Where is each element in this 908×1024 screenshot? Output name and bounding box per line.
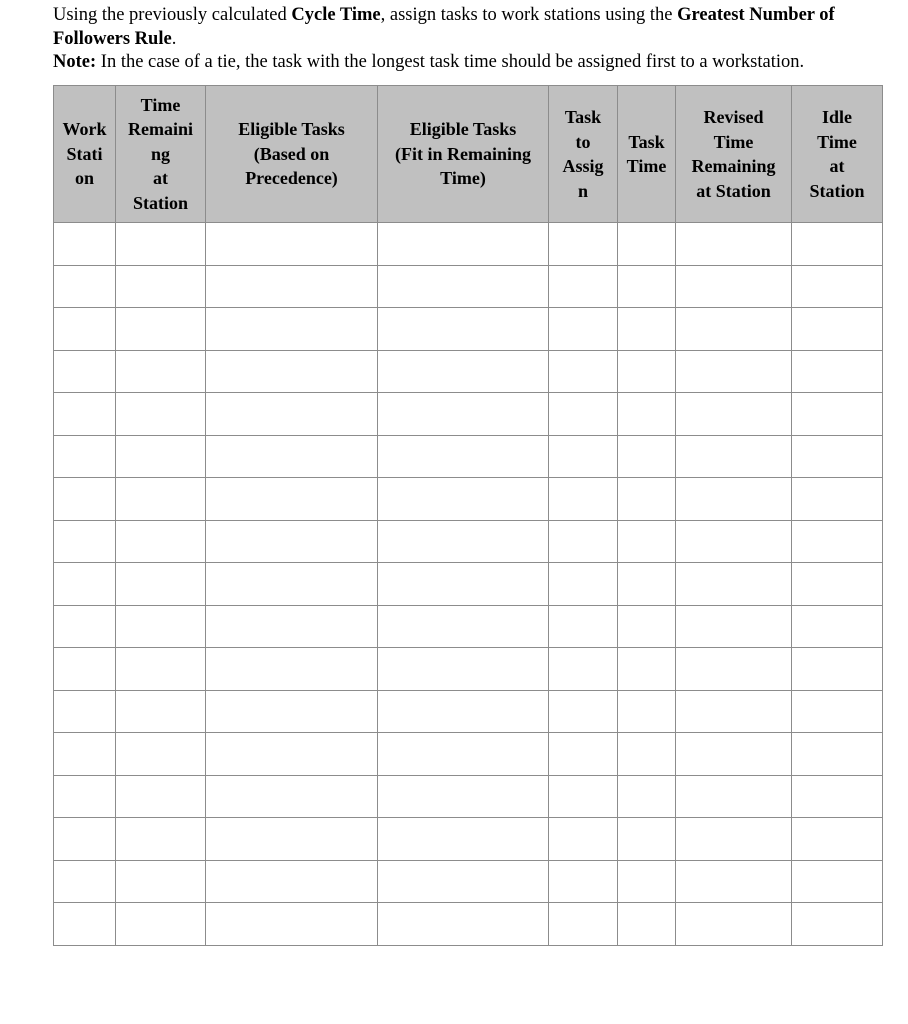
table-cell[interactable] [792, 903, 883, 946]
header-task-to-assign [549, 86, 618, 223]
table-cell[interactable] [54, 520, 116, 563]
table-cell[interactable] [116, 265, 206, 308]
table-cell[interactable] [618, 563, 676, 606]
assignment-table [53, 85, 883, 946]
table-cell[interactable] [618, 690, 676, 733]
table-cell[interactable] [116, 308, 206, 351]
table-cell[interactable] [792, 563, 883, 606]
table-row [54, 605, 883, 648]
note-text: In the case of a tie, the task with the longest task time should be assigned first to a workstation. [96, 52, 805, 72]
table-cell[interactable] [378, 435, 549, 478]
table-cell[interactable] [116, 775, 206, 818]
header-revised-time [676, 86, 792, 223]
table-cell[interactable] [378, 478, 549, 521]
followers-rule-term: Greatest Number of Followers Rule [53, 5, 835, 49]
table-body [54, 223, 883, 946]
table-cell[interactable] [792, 860, 883, 903]
table-cell[interactable] [54, 308, 116, 351]
table-row [54, 903, 883, 946]
table-cell[interactable] [618, 520, 676, 563]
table-cell[interactable] [618, 903, 676, 946]
table-cell[interactable] [206, 478, 378, 521]
header-line: Time [817, 131, 857, 152]
table-cell[interactable] [618, 818, 676, 861]
table-cell[interactable] [116, 648, 206, 691]
table-cell[interactable] [206, 605, 378, 648]
table-cell[interactable] [676, 308, 792, 351]
header-line: Task [564, 107, 602, 127]
header-line: at [153, 168, 168, 189]
table-cell[interactable] [116, 605, 206, 648]
header-line: (Based on [253, 143, 330, 164]
table-cell[interactable] [54, 265, 116, 308]
header-line: Time [140, 94, 181, 115]
header-line: Idle [821, 107, 852, 127]
table-row [54, 775, 883, 818]
table-cell[interactable] [54, 733, 116, 776]
instructions [53, 4, 883, 75]
table-cell[interactable] [549, 903, 618, 946]
table-cell[interactable] [676, 775, 792, 818]
cycle-time-term: Cycle Time [291, 5, 381, 25]
table-cell[interactable] [618, 308, 676, 351]
table-cell[interactable] [676, 648, 792, 691]
header-line: ng [150, 143, 170, 164]
table-cell[interactable] [378, 860, 549, 903]
table-cell[interactable] [54, 605, 116, 648]
table-row [54, 563, 883, 606]
table-cell[interactable] [206, 818, 378, 861]
table-cell[interactable] [792, 775, 883, 818]
table-cell[interactable] [792, 733, 883, 776]
table-cell[interactable] [378, 648, 549, 691]
header-line: (Fit in Remaining [394, 143, 531, 164]
instruction-text: . [171, 28, 177, 49]
table-cell[interactable] [206, 520, 378, 563]
table-cell[interactable] [676, 520, 792, 563]
table-cell[interactable] [549, 265, 618, 308]
table-cell[interactable] [618, 350, 676, 393]
table-row [54, 393, 883, 436]
table-cell[interactable] [206, 563, 378, 606]
header-line: Time [626, 156, 667, 176]
table-cell[interactable] [549, 350, 618, 393]
header-line: Task [628, 131, 665, 152]
table-cell[interactable] [378, 520, 549, 563]
table-row [54, 223, 883, 266]
table-cell[interactable] [792, 478, 883, 521]
table-cell[interactable] [206, 860, 378, 903]
table-cell[interactable] [549, 690, 618, 733]
table-cell[interactable] [792, 308, 883, 351]
table-cell[interactable] [792, 223, 883, 266]
header-line: Station [809, 180, 865, 201]
table-row [54, 733, 883, 776]
table-cell[interactable] [676, 265, 792, 308]
table-row [54, 818, 883, 861]
header-line: Revised [703, 107, 764, 127]
table-cell[interactable] [54, 223, 116, 266]
table-cell[interactable] [116, 350, 206, 393]
table-cell[interactable] [206, 265, 378, 308]
table-cell[interactable] [676, 690, 792, 733]
table-cell[interactable] [549, 648, 618, 691]
table-cell[interactable] [378, 308, 549, 351]
table-cell[interactable] [206, 903, 378, 946]
table-cell[interactable] [116, 393, 206, 436]
table-cell[interactable] [549, 733, 618, 776]
header-work-station [54, 86, 116, 223]
table-cell[interactable] [116, 478, 206, 521]
table-cell[interactable] [792, 818, 883, 861]
table-cell[interactable] [676, 435, 792, 478]
table-row [54, 265, 883, 308]
table-cell[interactable] [618, 223, 676, 266]
table-cell[interactable] [618, 265, 676, 308]
table-cell[interactable] [116, 903, 206, 946]
table-cell[interactable] [206, 775, 378, 818]
table-row [54, 308, 883, 351]
table-row [54, 435, 883, 478]
table-cell[interactable] [206, 435, 378, 478]
header-row [54, 86, 883, 223]
header-line: Station [132, 192, 188, 213]
table-row [54, 350, 883, 393]
table-cell[interactable] [676, 860, 792, 903]
header-idle-time [792, 86, 883, 223]
instruction-paragraph [53, 4, 883, 51]
table-cell[interactable] [676, 605, 792, 648]
table-cell[interactable] [792, 350, 883, 393]
header-line: Remaini [128, 119, 193, 140]
table-cell[interactable] [378, 690, 549, 733]
table-cell[interactable] [618, 435, 676, 478]
header-line: n [577, 180, 588, 201]
instruction-text: , assign tasks to work stations using the [380, 5, 678, 25]
header-line: Eligible Tasks [409, 119, 517, 140]
table-cell[interactable] [378, 775, 549, 818]
table-cell[interactable] [618, 393, 676, 436]
table-cell[interactable] [206, 690, 378, 733]
table-cell[interactable] [676, 478, 792, 521]
table-cell[interactable] [549, 775, 618, 818]
table-cell[interactable] [206, 648, 378, 691]
table-cell[interactable] [116, 563, 206, 606]
table-cell[interactable] [549, 478, 618, 521]
table-cell[interactable] [54, 775, 116, 818]
table-row [54, 690, 883, 733]
table-cell[interactable] [378, 563, 549, 606]
table-cell[interactable] [378, 265, 549, 308]
table-cell[interactable] [792, 435, 883, 478]
table-cell[interactable] [378, 733, 549, 776]
table-cell[interactable] [378, 393, 549, 436]
table-cell[interactable] [618, 648, 676, 691]
table-cell[interactable] [549, 223, 618, 266]
header-task-time [618, 86, 676, 223]
header-line: at [829, 156, 845, 176]
table-cell[interactable] [116, 223, 206, 266]
table-cell[interactable] [54, 563, 116, 606]
header-line: Stati [66, 143, 103, 164]
header-time-remaining [116, 86, 206, 223]
table-row [54, 860, 883, 903]
table-cell[interactable] [378, 818, 549, 861]
header-eligible-precedence [206, 86, 378, 223]
table-cell[interactable] [618, 605, 676, 648]
table-cell[interactable] [116, 733, 206, 776]
instruction-text: Using the previously calculated [53, 5, 292, 25]
header-line: Precedence) [245, 168, 338, 189]
table-cell[interactable] [676, 563, 792, 606]
table-cell[interactable] [54, 818, 116, 861]
table-cell[interactable] [116, 860, 206, 903]
table-cell[interactable] [618, 775, 676, 818]
header-line: Work [62, 119, 107, 140]
table-cell[interactable] [549, 308, 618, 351]
header-line: Time) [440, 168, 486, 189]
table-cell[interactable] [549, 520, 618, 563]
table-cell[interactable] [116, 818, 206, 861]
note-label: Note: [53, 52, 97, 72]
table-cell[interactable] [676, 818, 792, 861]
table-cell[interactable] [549, 818, 618, 861]
table-cell[interactable] [618, 733, 676, 776]
table-cell[interactable] [54, 435, 116, 478]
table-cell[interactable] [54, 903, 116, 946]
header-line: Eligible Tasks [238, 119, 345, 140]
table-cell[interactable] [116, 690, 206, 733]
table-cell[interactable] [549, 860, 618, 903]
header-line: at Station [696, 180, 771, 201]
table-cell[interactable] [792, 690, 883, 733]
header-line: Assig [562, 156, 604, 176]
header-line: Remaining [691, 156, 776, 176]
table-cell[interactable] [54, 478, 116, 521]
table-row [54, 648, 883, 691]
table-cell[interactable] [206, 733, 378, 776]
table-cell[interactable] [792, 393, 883, 436]
table-cell[interactable] [676, 903, 792, 946]
table-cell[interactable] [549, 435, 618, 478]
table-cell[interactable] [618, 478, 676, 521]
header-line: on [74, 168, 94, 189]
table-cell[interactable] [54, 648, 116, 691]
table-cell[interactable] [206, 350, 378, 393]
table-cell[interactable] [54, 393, 116, 436]
table-cell[interactable] [116, 435, 206, 478]
table-cell[interactable] [792, 520, 883, 563]
table-cell[interactable] [549, 605, 618, 648]
table-cell[interactable] [549, 563, 618, 606]
table-cell[interactable] [549, 393, 618, 436]
table-cell[interactable] [378, 350, 549, 393]
table-cell[interactable] [378, 223, 549, 266]
table-cell[interactable] [676, 223, 792, 266]
table-cell[interactable] [206, 393, 378, 436]
table-row [54, 478, 883, 521]
table-cell[interactable] [116, 520, 206, 563]
table-cell[interactable] [54, 690, 116, 733]
header-eligible-fit [378, 86, 549, 223]
table-cell[interactable] [378, 903, 549, 946]
table-cell[interactable] [618, 860, 676, 903]
table-cell[interactable] [676, 733, 792, 776]
table-cell[interactable] [676, 350, 792, 393]
table-cell[interactable] [54, 860, 116, 903]
note-paragraph [53, 51, 883, 75]
table-cell[interactable] [206, 223, 378, 266]
header-line: to [575, 131, 591, 152]
table-cell[interactable] [792, 605, 883, 648]
table-cell[interactable] [792, 648, 883, 691]
table-cell[interactable] [206, 308, 378, 351]
table-row [54, 520, 883, 563]
table-cell[interactable] [676, 393, 792, 436]
table-cell[interactable] [792, 265, 883, 308]
table-cell[interactable] [378, 605, 549, 648]
header-line: Time [713, 131, 754, 152]
table-cell[interactable] [54, 350, 116, 393]
